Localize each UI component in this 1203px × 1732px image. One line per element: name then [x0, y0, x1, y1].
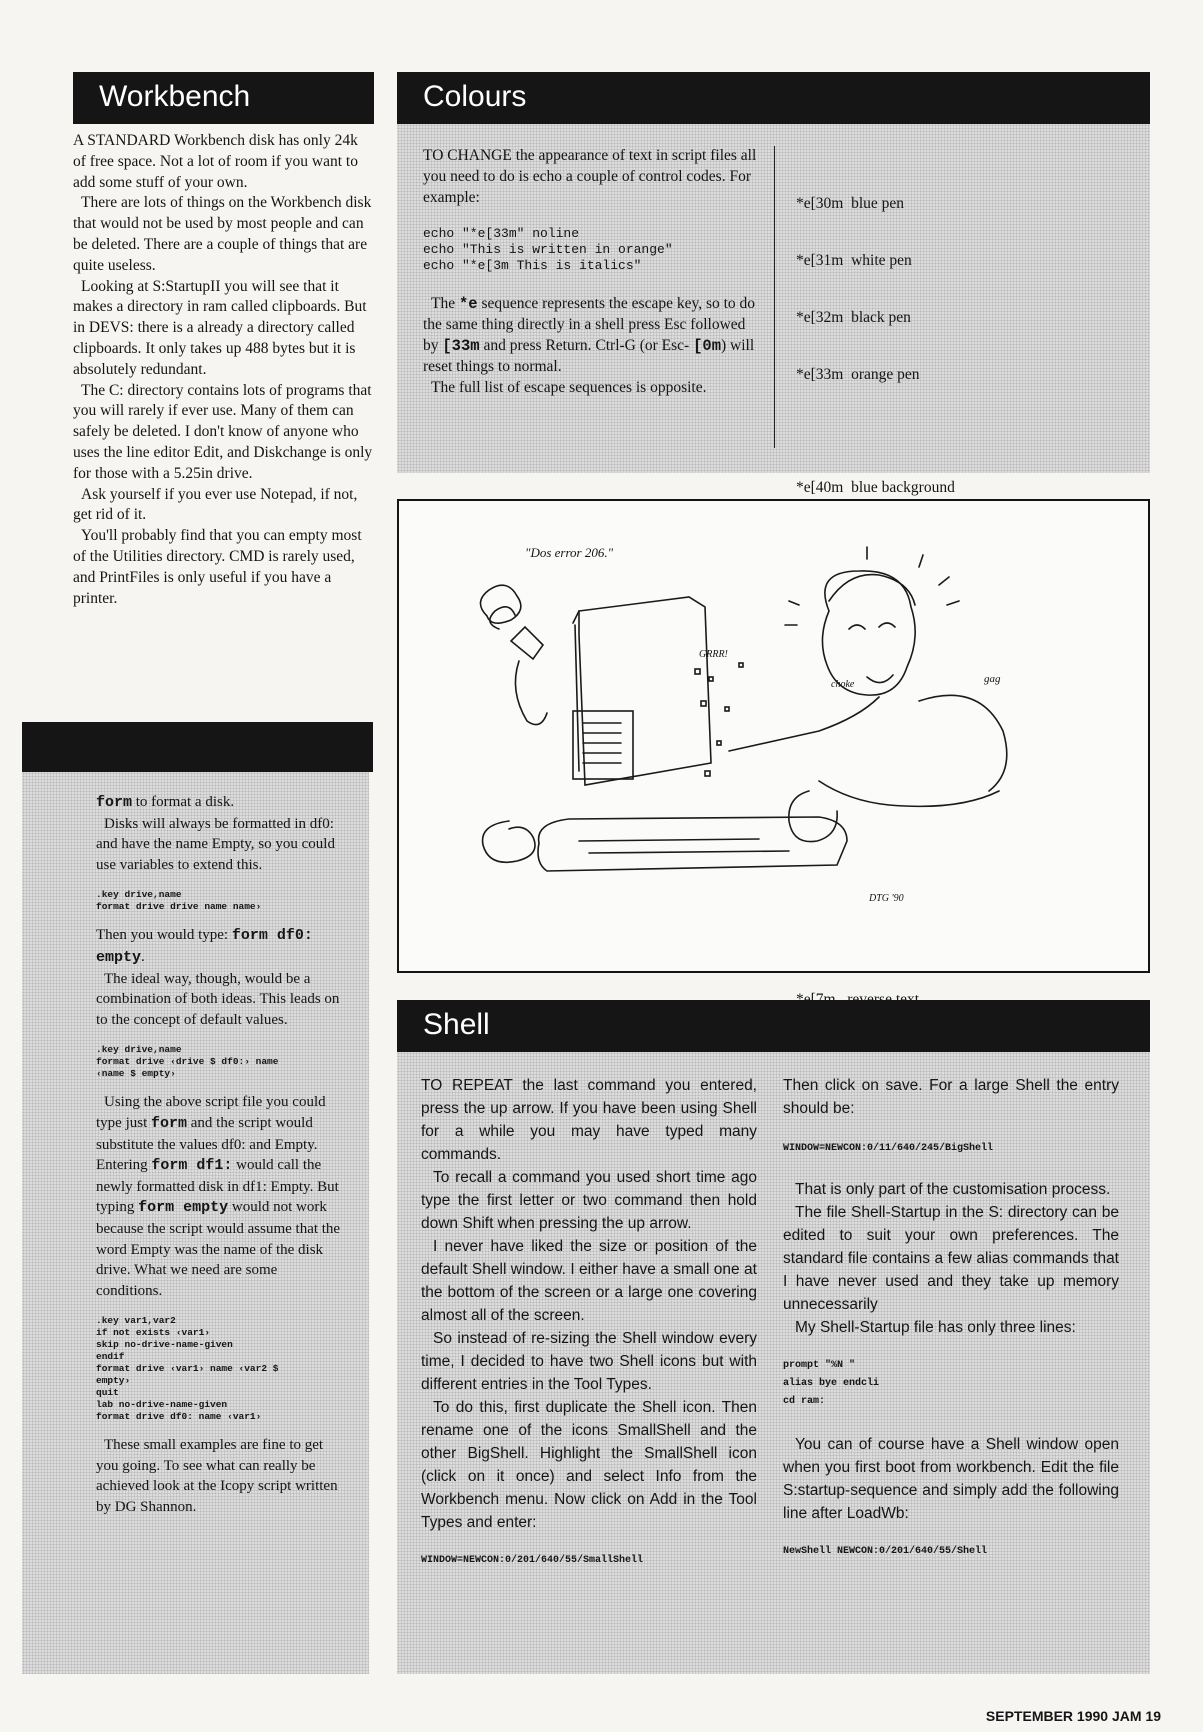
debris-pixel: [709, 677, 713, 681]
scripts-paragraph: These small examples are fine to get you going. To see what can really be achieved look at the Icopy script written by DG Shannon.: [96, 1437, 338, 1516]
escape-item: *e[30m blue pen: [796, 195, 905, 212]
smallshell-tooltype: WINDOW=NEWCON:0/201/640/55/SmallShell: [421, 1555, 644, 1566]
debris-pixel: [725, 707, 729, 711]
pen-escapes: [796, 156, 1136, 422]
motion-marks: [785, 547, 959, 625]
colours-paragraph: TO CHANGE the appearance of text in script files all you need to do is echo a couple of control codes. For example:: [423, 147, 757, 206]
sfx-grrr: GRRR!: [699, 649, 728, 660]
man-head: [822, 571, 915, 695]
shell-paragraph: TO REPEAT the last command you entered, press the up arrow. If you have been using Shell for a while you may have typed many commands.: [421, 1077, 757, 1163]
shell-paragraph: So instead of re-sizing the Shell window every time, I decided to have two Shell icons but with different entries in the Tool Types.: [421, 1330, 757, 1393]
inline-code: [33m: [442, 336, 480, 355]
cartoon-frame: [397, 499, 1150, 973]
artist-signature: DTG '90: [869, 893, 904, 904]
debris-pixel: [739, 663, 743, 667]
colours-text: sequence represents the escape key, so to do the same thing directly in a shell press Esc followed by: [423, 295, 756, 354]
workbench-paragraph: A STANDARD Workbench disk has only 24k of free space. Not a lot of room if you want to add some stuff of your own.: [73, 132, 358, 191]
inline-code: form empty: [138, 1199, 229, 1217]
man-hair: [829, 575, 915, 605]
shell-paragraph: The file Shell-Startup in the S: directory can be edited to suit your own preferences. The standard file contains a few alias commands that I have never used and they take up memory unnecessarily: [783, 1204, 1119, 1313]
exhaust-pipe: [515, 661, 547, 725]
shell-column-1: [421, 1074, 757, 1568]
escape-item: *e[32m black pen: [796, 309, 911, 326]
workbench-paragraph: You'll probably find that you can empty most of the Utilities directory. CMD is rarely used, and PrintFiles is only useful if you have a printer.: [73, 527, 362, 607]
cartoon-caption: "Dos error 206.": [525, 545, 614, 560]
sfx-gag: gag: [984, 673, 1001, 685]
computer-body: [579, 597, 711, 785]
man-shoulder: [919, 695, 1007, 791]
sfx-choke: choke: [831, 679, 855, 690]
inline-code: form df0: empty: [96, 927, 313, 966]
scripts-paragraph: The ideal way, though, would be a combination of both ideas. This leads on to the concept of default values.: [96, 970, 340, 1028]
inline-code: form df1:: [151, 1157, 233, 1175]
escape-item: *e[40m blue background: [796, 479, 955, 496]
shell-paragraph: That is only part of the customisation process.: [795, 1181, 1111, 1198]
shell-paragraph: To recall a command you used short time ago type the first letter or two command then hold down Shift when pressing the up arrow.: [421, 1169, 757, 1232]
newshell-code: NewShell NEWCON:0/201/640/55/Shell: [783, 1546, 988, 1557]
workbench-paragraph: The C: directory contains lots of programs that you will rarely if ever use. Many of them can safely be deleted. I don't know of anyone who uses the line editor Edit, and Diskchange is only for those with a 5.25in drive.: [73, 381, 373, 482]
shell-paragraph: My Shell-Startup file has only three lines:: [795, 1319, 1076, 1336]
scripts-text: would call the newly formatted disk in df1: Empty. But typing: [96, 1157, 339, 1216]
scripts-body: [96, 792, 344, 1518]
man-neck: [729, 697, 879, 751]
scripts-text: would not work because the script would assume that the word Empty was the name of the disk drive. What we need are some conditions.: [96, 1199, 341, 1299]
colours-body: [423, 146, 758, 398]
page-footer: SEPTEMBER 1990 JAM 19: [985, 1708, 1161, 1724]
debris-pixel: [695, 669, 700, 674]
debris-pixel: [701, 701, 706, 706]
shell-paragraph: Then click on save. For a large Shell the entry should be:: [783, 1077, 1119, 1117]
inline-code: form: [96, 794, 133, 811]
shell-paragraph: I never have liked the size or position of the default Shell window. I either have a small one at the bottom of the screen or a large one covering almost all of the screen.: [421, 1238, 757, 1324]
scripts-paragraph: [96, 792, 344, 814]
script-code-block: .key drive,name format drive ‹drive $ df0:› name ‹name $ empty›: [96, 1044, 279, 1080]
shell-column-2: [783, 1074, 1119, 1559]
script-code-block: .key drive,name format drive drive name name›: [96, 889, 262, 913]
workbench-paragraph: Looking at S:StartupII you will see that it makes a directory in ram called clipboards. But in DEVS: there is a already a directory called clipboards. It only takes up 488 bytes but it is absolutely redundant.: [73, 277, 367, 378]
keyboard-keys: [579, 839, 789, 853]
colours-paragraph: The full list of escape sequences is opposite.: [431, 378, 707, 396]
colours-divider: [774, 146, 775, 448]
smoke-squiggle: [490, 607, 515, 629]
colours-text: The: [431, 295, 459, 313]
debris-pixel: [705, 771, 710, 776]
workbench-heading: [73, 72, 374, 124]
inline-code: [0m: [693, 336, 722, 355]
man-arm: [819, 781, 999, 806]
scripts-text: Using the above script file you could type just: [96, 1094, 326, 1131]
scripts-paragraph: Disks will always be formatted in df0: and have the name Empty, so you could use variables to extend this.: [96, 815, 335, 873]
escape-item: *e[33m orange pen: [796, 366, 920, 383]
shell-paragraph: To do this, first duplicate the Shell icon. Then rename one of the icons SmallShell and the other BigShell. Highlight the SmallShell icon (click on it once) and select Info from the Workbench menu. Now click on Add in the Tool Types and enter:: [421, 1399, 757, 1531]
shell-paragraph: You can of course have a Shell window open when you first boot from workbench. Edit the file S:startup-sequence and simply add the following line after LoadWb:: [783, 1436, 1119, 1522]
scripts-paragraph: [96, 1092, 344, 1301]
colours-text: and press Return. Ctrl-G (or Esc-: [479, 336, 694, 354]
bigshell-tooltype: WINDOW=NEWCON:0/11/640/245/BigShell: [783, 1143, 994, 1154]
workbench-title: Workbench: [99, 80, 251, 113]
cartoon-illustration: [399, 501, 1148, 971]
man-eyes: [849, 623, 895, 629]
exhaust-pipe: [511, 627, 543, 659]
keyboard: [538, 817, 847, 871]
scripts-text: .: [141, 948, 145, 965]
colours-title: Colours: [423, 80, 527, 113]
scripts-heading-bar: [22, 722, 373, 772]
colours-heading: [397, 72, 1150, 124]
colours-paragraph: [423, 294, 758, 377]
shell-heading: [397, 1000, 1150, 1052]
man-tongue: [867, 675, 893, 683]
debris-pixel: [717, 741, 721, 745]
echo-code-block: echo "*e[33m" noline echo "This is written in orange" echo "*e[3m This is italics": [423, 226, 673, 274]
scripts-text: and the script would substitute the values df0: and Empty. Entering: [96, 1114, 318, 1174]
shell-startup-code: prompt "%N " alias bye endcli cd ram:: [783, 1360, 880, 1407]
scripts-text: Then you would type:: [96, 927, 232, 944]
escape-item: *e[31m white pen: [796, 252, 912, 269]
inline-code: *e: [458, 295, 478, 314]
colours-text: ) will reset things to normal.: [423, 336, 755, 375]
shell-title: Shell: [423, 1008, 490, 1041]
scripts-paragraph: [96, 925, 344, 968]
cable-coil: [483, 821, 535, 862]
workbench-paragraph: Ask yourself if you ever use Notepad, if not, get rid of it.: [73, 485, 358, 524]
smoke-squiggle: [480, 585, 520, 623]
scripts-text: to format a disk.: [132, 794, 235, 810]
workbench-body: [73, 131, 373, 609]
inline-code: form: [151, 1114, 188, 1132]
workbench-paragraph: There are lots of things on the Workbench disk that would not be used by most people and can be deleted. There are a couple of things that are quite useless.: [73, 194, 372, 274]
script-code-block: .key var1,var2 if not exists ‹var1› skip no-drive-name-given endif format drive ‹var1› name ‹var2 $ empty› quit lab no-drive-name-given format drive df0: name ‹var1›: [96, 1315, 279, 1423]
computer-front: [573, 611, 579, 771]
